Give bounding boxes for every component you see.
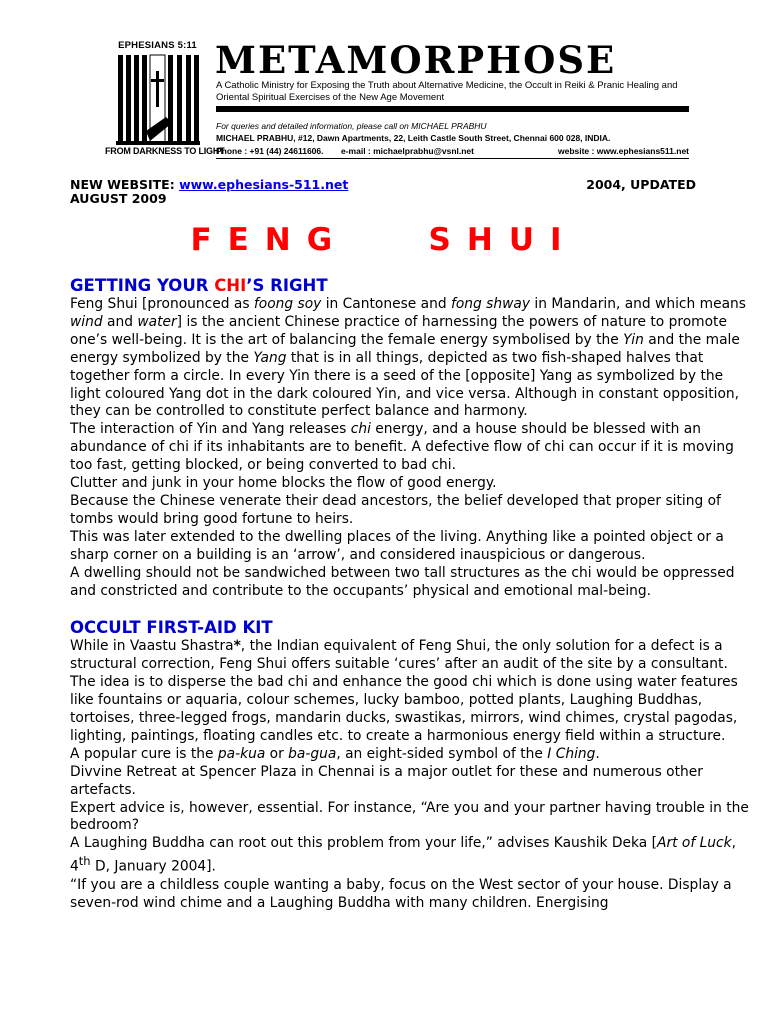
- ministry-logo: [105, 40, 225, 158]
- article-body: [70, 276, 750, 913]
- heading-chi-part1: GETTING YOUR: [70, 276, 215, 295]
- document-title: FENG SHUI: [190, 222, 578, 258]
- first-aid-section-paragraph: “If you are a childless couple wanting a baby, focus on the West sector of your house. Display a seven-rod wind chime and a Laughing Buddha with many children. Energising: [70, 876, 732, 911]
- heading-chi-part2: ’S RIGHT: [246, 276, 328, 295]
- chi-section-paragraph: Because the Chinese venerate their dead ancestors, the belief developed that proper siting of tombs would bring good fortune to heirs.: [70, 492, 721, 527]
- first-aid-section-paragraph: A popular cure is the pa-kua or ba-gua, an eight-sided symbol of the I Ching.: [70, 745, 600, 762]
- ministry-tagline: A Catholic Ministry for Exposing the Truth about Alternative Medicine, the Occult in Reiki & Pranic Healing and Oriental Spiritual Exercises of the New Age Movement: [216, 80, 678, 103]
- chi-section-paragraph: A dwelling should not be sandwiched between two tall structures as the chi would be oppressed and constricted and contribute to the occupants’ physical and emotional mal-being.: [70, 564, 735, 599]
- new-website-label: NEW WEBSITE:: [70, 177, 180, 192]
- contact-address: MICHAEL PRABHU, #12, Dawn Apartments, 22, Leith Castle South Street, Chennai 600 028, INDIA.: [216, 133, 611, 143]
- new-website-notice: [70, 177, 348, 192]
- first-aid-section-paragraph: Expert advice is, however, essential. For instance, “Are you and your partner having trouble in the bedroom?: [70, 799, 749, 834]
- first-aid-section-paragraph: Divvine Retreat at Spencer Plaza in Chennai is a major outlet for these and numerous other artefacts.: [70, 763, 703, 798]
- publication-date: AUGUST 2009: [70, 191, 167, 206]
- section-first-aid-paragraphs: [70, 638, 750, 912]
- new-website-link[interactable]: www.ephesians-511.net: [179, 177, 349, 192]
- heading-chi-highlight: CHI: [214, 276, 247, 295]
- chi-section-paragraph: Clutter and junk in your home blocks the flow of good energy.: [70, 475, 497, 492]
- first-aid-section-paragraph: While in Vaastu Shastra*, the Indian equivalent of Feng Shui, the only solution for a defect is a structural correction, Feng Shui offers suitable ‘cures’ after an audit of the site by a consultant. The idea is to disperse the bad chi and enhance the good chi which is done using water features like fountains or aquaria, colour schemes, lucky bamboo, potted plants, Laughing Buddhas, tortoises, three-legged frogs, mandarin ducks, swastikas, mirrors, wind chimes, crystal pagodas, lighting, paintings, floating candles etc. to create a harmonious energy field within a structure.: [70, 638, 738, 744]
- contact-email: e-mail : michaelprabhu@vsnl.net: [341, 146, 474, 156]
- chi-section-paragraph: The interaction of Yin and Yang releases chi energy, and a house should be blessed with an abundance of chi if its inhabitants are to benefit. A defective flow of chi can occur if it is moving too fast, getting blocked, or being converted to bad chi.: [70, 421, 734, 474]
- contact-phone: Phone : +91 (44) 24611606.: [216, 146, 324, 156]
- header-bottom-rule: [216, 158, 689, 159]
- header-divider: [216, 106, 689, 112]
- chi-section-paragraph: Feng Shui [pronounced as foong soy in Cantonese and fong shway in Mandarin, and which means wind and water] is the ancient Chinese practice of harnessing the powers of nature to promote one’s well-being. It is the art of balancing the female energy symbolised by the Yin and the male energy symbolized by the Yang that is in all things, depicted as two fish-shaped halves that together form a circle. In every Yin there is a seed of the [opposite] Yang as symbolized by the light coloured Yang dot in the dark coloured Yin, and vice versa. Although in constant opposition, they can be controlled to constitute perfect balance and harmony.: [70, 296, 746, 420]
- contact-intro: For queries and detailed information, please call on MICHAEL PRABHU: [216, 121, 487, 131]
- chi-section-paragraph: This was later extended to the dwelling places of the living. Anything like a pointed object or a sharp corner on a building is an ‘arrow’, and considered inauspicious or dangerous.: [70, 528, 724, 563]
- section-heading-chi: [70, 276, 750, 296]
- updated-note: 2004, UPDATED: [586, 177, 696, 192]
- prison-bars-cross-icon: [116, 53, 200, 145]
- section-chi-paragraphs: [70, 296, 750, 600]
- first-aid-section-paragraph: A Laughing Buddha can root out this problem from your life,” advises Kaushik Deka [Art of Luck, 4th D, January 2004].: [70, 835, 736, 875]
- logo-scripture-ref: EPHESIANS 5:11: [118, 40, 197, 51]
- logo-motto: FROM DARKNESS TO LIGHT: [105, 146, 225, 156]
- section-heading-first-aid: OCCULT FIRST-AID KIT: [70, 618, 273, 638]
- masthead-title: METAMORPHOSE: [215, 38, 617, 82]
- contact-website: website : www.ephesians511.net: [557, 146, 689, 156]
